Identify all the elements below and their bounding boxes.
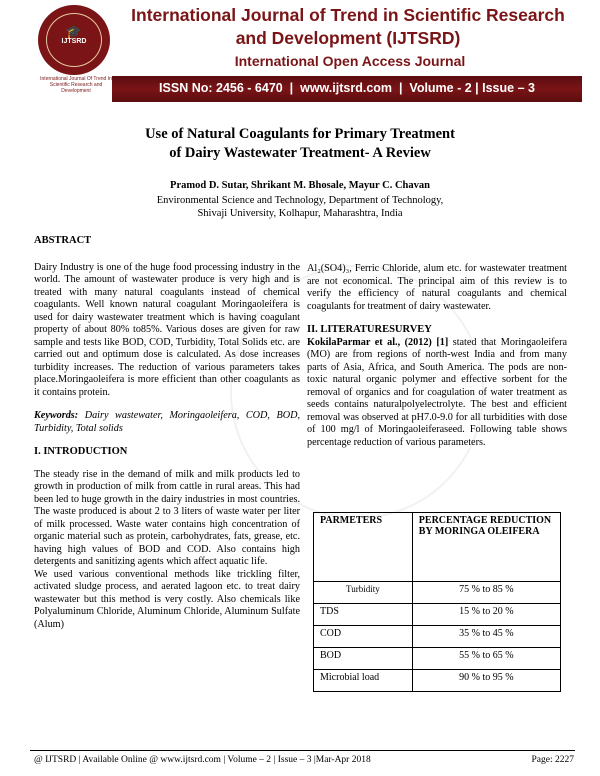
- param-cell: TDS: [314, 604, 413, 626]
- keywords-text: Dairy wastewater, Moringaoleifera, COD, BOD, Turbidity, Total solids: [34, 410, 300, 434]
- param-cell: BOD: [314, 648, 413, 670]
- graduation-cap-icon: 🎓: [65, 24, 83, 39]
- keywords-label: Keywords:: [34, 410, 79, 421]
- intro-para-1: The steady rise in the demand of milk and milk products led to growth in production of milk from cattle in rural areas. This had been led to huge growth in the dairy industries in most countries. The waste produced is about 2 to 3 liters of waste water per liter of milk processed. Waste water contains high concentration of organic material such as protein, carbohydrates, fats, grease, etc. having high values of BOD and COD. Also contains high detergents and sanitizing agents which affect aquatic life.: [34, 468, 300, 567]
- affiliation-line-1: Environmental Science and Technology, Department of Technology,: [156, 195, 444, 206]
- reduction-table: [313, 512, 561, 692]
- value-cell: 15 % to 20 %: [412, 604, 560, 626]
- paper-title: [0, 125, 600, 163]
- abstract-continued: Al₂(SO4)₃, Ferric Chloride, alum etc. for wastewater treatment are not economical. The principal aim of this review is to verify the efficiency of natural coagulants and chemical coagulants for treatment of dairy wastewater.: [307, 263, 567, 312]
- journal-title: International Journal of Trend in Scientific Research and Development (IJTSRD): [131, 5, 565, 48]
- affiliation-line-2: Shivaji University, Kolhapur, Maharashtra, India: [197, 208, 403, 219]
- journal-logo: [38, 5, 110, 75]
- param-cell: Microbial load: [314, 670, 413, 692]
- journal-header: [0, 0, 600, 105]
- open-access-label: International Open Access Journal: [234, 53, 466, 69]
- keywords: [34, 410, 300, 435]
- title-line-1: Use of Natural Coagulants for Primary Treatment: [145, 126, 455, 142]
- logo-seal: [46, 13, 102, 67]
- literature-heading: II. LITERATURESURVEY: [307, 324, 432, 335]
- footer-divider: [30, 750, 575, 751]
- footer-text: @ IJTSRD | Available Online @ www.ijtsrd.com | Volume – 2 | Issue – 3 |Mar-Apr 2018: [34, 755, 371, 765]
- table-row: [314, 582, 561, 604]
- param-cell: COD: [314, 626, 413, 648]
- page-number: Page: 2227: [531, 755, 574, 765]
- value-cell: 35 % to 45 %: [412, 626, 560, 648]
- title-line-2: of Dairy Wastewater Treatment- A Review: [169, 145, 431, 161]
- logo-abbr: IJTSRD: [61, 38, 87, 45]
- param-cell: Turbidity: [314, 582, 413, 604]
- table-row: [314, 626, 561, 648]
- value-cell: 90 % to 95 %: [412, 670, 560, 692]
- table-row: [314, 670, 561, 692]
- logo-caption: International Journal Of Trend In Scientific Research and Development: [40, 76, 112, 94]
- value-cell: 55 % to 65 %: [412, 648, 560, 670]
- abstract-text: Dairy Industry is one of the huge food processing industry in the world. The amount of wastewater produce is very high and is treated with many natural coagulants instead of chemical coagulants. Well known natural coagulant Moringaoleifera is used for dairy wastewater treatment which is having coagulant property of about 80% to85%. Various doses are given for raw sample and tests like BOD, COD, Turbidity, Total Solids etc. are carried out and optimum dose is calculated. As dose increases turbidity increases. The reduction of various parameters takes place.Moringaoleifera is more efficient than other coagulants as it contains protein.: [34, 261, 300, 398]
- abstract-heading: ABSTRACT: [34, 235, 92, 246]
- table-row: [314, 604, 561, 626]
- reference-label: KokilaParmar et al., (2012) [1]: [307, 336, 449, 348]
- reference-text: stated that Moringaoleifera (MO) are from regions of north-west India and from many parts of Asia, Africa, and South America. The pods are non-toxic natural organic polymer and effective sorbent for the removal of organics and for coagulation of water treatment as seeds contains naturalpolyelectrolyte. The best and efficient removal was observed at pH7.0-9.0 for all turbidities with dose of 100 mg/l of Moringaoleiferaseed. Following table shows percentage reduction of various parameters.: [307, 336, 567, 448]
- intro-para-2: We used various conventional methods like trickling filter, activated sludge process, and aerated lagoon etc. to treat dairy wastewater but this method is very costly. Also chemicals like Polyaluminum Chloride, Aluminum Chloride, Aluminum Sulfate (Alum): [34, 568, 300, 630]
- issn-line: ISSN No: 2456 - 6470 | www.ijtsrd.com | Volume - 2 | Issue – 3: [159, 81, 535, 95]
- literature-para: [307, 337, 567, 450]
- table-row: [314, 648, 561, 670]
- value-cell: 75 % to 85 %: [412, 582, 560, 604]
- intro-heading: I. INTRODUCTION: [34, 446, 128, 457]
- issn-bar: [112, 76, 582, 102]
- table-header-row: [314, 513, 561, 582]
- affiliation: [0, 194, 600, 220]
- authors: Pramod D. Sutar, Shrikant M. Bhosale, Mayur C. Chavan: [170, 180, 430, 191]
- header-percentage: PERCENTAGE REDUCTION BY MORINGA OLEIFERA: [412, 513, 560, 582]
- header-parameters: PARMETERS: [314, 513, 413, 582]
- right-column: [307, 263, 567, 449]
- left-column: [34, 235, 300, 631]
- page-footer: [34, 755, 574, 765]
